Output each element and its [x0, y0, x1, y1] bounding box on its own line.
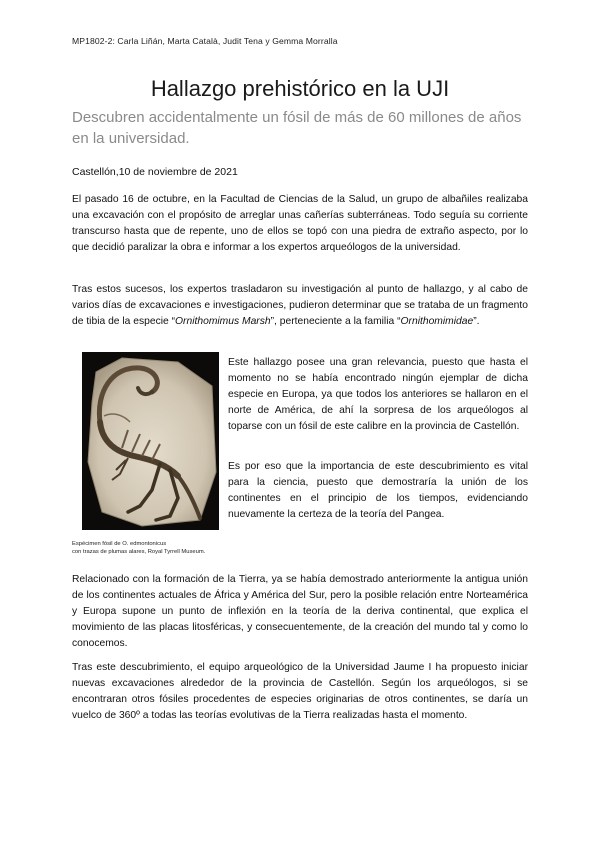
- caption-line-2: con trazas de plumas alares, Royal Tyrrell Museum.: [72, 549, 206, 555]
- species-name: Ornithomimus Marsh: [175, 316, 271, 327]
- fossil-illustration: [82, 352, 219, 530]
- fossil-photo: [82, 352, 219, 530]
- article-title: Hallazgo prehistórico en la UJI: [150, 76, 450, 101]
- paragraph-2-text-a: Tras estos sucesos, los expertos trasladaron su investigación al punto de hallazgo, y al cabo de varios días de excavaciones e investigaciones, pudieron determinar que se trataba de un fragmento de tibia de la especie “: [72, 284, 528, 327]
- paragraph-4: Tras este descubrimiento, el equipo arqueológico de la Universidad Jaume I ha propuesto iniciar nuevas excavaciones alrededor de la provincia de Castellón. Según los arqueólogos, si se encontraran otros fósiles procedentes de especies originarias de otros continentes, se daría un vuelco de 360º a todas las teorías evolutivas de la Tierra realizadas hasta el momento.: [72, 662, 528, 721]
- paragraph-3: Relacionado con la formación de la Tierra, ya se había demostrado anteriormente la antigua unión de los continentes actuales de África y América del Sur, pero la posible relación entre Norteamérica y Europa supone un punto de inflexión en la teoría de la deriva continental, que explica el movimiento de las placas litosféricas, y consecuentemente, de la creación del mundo tal y como lo conocemos.: [72, 574, 528, 649]
- side-paragraph-1: Este hallazgo posee una gran relevancia, puesto que hasta el momento no se había encontrado ningún ejemplar de dicha especie en Europa, ya que todos los anteriores se hallaron en el norte de América, de ahí la sorpresa de los arqueólogos al toparse con un fósil de este calibre en la provincia de Castellón.: [228, 357, 528, 432]
- paragraph-2-text-c: ”.: [473, 316, 480, 327]
- side-paragraph-2: Es por eso que la importancia de este descubrimiento es vital para la ciencia, puesto que demostraría la unión de los continentes en el principio de los tiempos, evidenciando nuevamente la certeza de la teoría del Pangea.: [228, 461, 528, 520]
- page-header: MP1802-2: Carla Liñán, Marta Català, Judit Tena y Gemma Morralla: [72, 36, 338, 46]
- article-dateline: Castellón,10 de noviembre de 2021: [72, 166, 238, 178]
- paragraph-2: [72, 282, 528, 330]
- caption-line-1: Espécimen fósil de O. edmontonicus: [72, 541, 167, 547]
- family-name: Ornithomimidae: [400, 316, 474, 327]
- paragraph-1: El pasado 16 de octubre, en la Facultad de Ciencias de la Salud, un grupo de albañiles realizaba una excavación con el propósito de arreglar unas cañerías subterráneas. Todo seguía su corriente transcurso hasta que de repente, uno de ellos se topó con una piedra de extraño aspecto, por lo que decidió paralizar la obra e informar a los expertos arqueólogos de la universidad.: [72, 194, 528, 253]
- paragraph-2-text-b: ”, perteneciente a la familia “: [270, 316, 401, 327]
- photo-caption: [72, 540, 205, 556]
- article-subtitle: Descubren accidentalmente un fósil de más de 60 millones de años en la universidad.: [72, 109, 522, 147]
